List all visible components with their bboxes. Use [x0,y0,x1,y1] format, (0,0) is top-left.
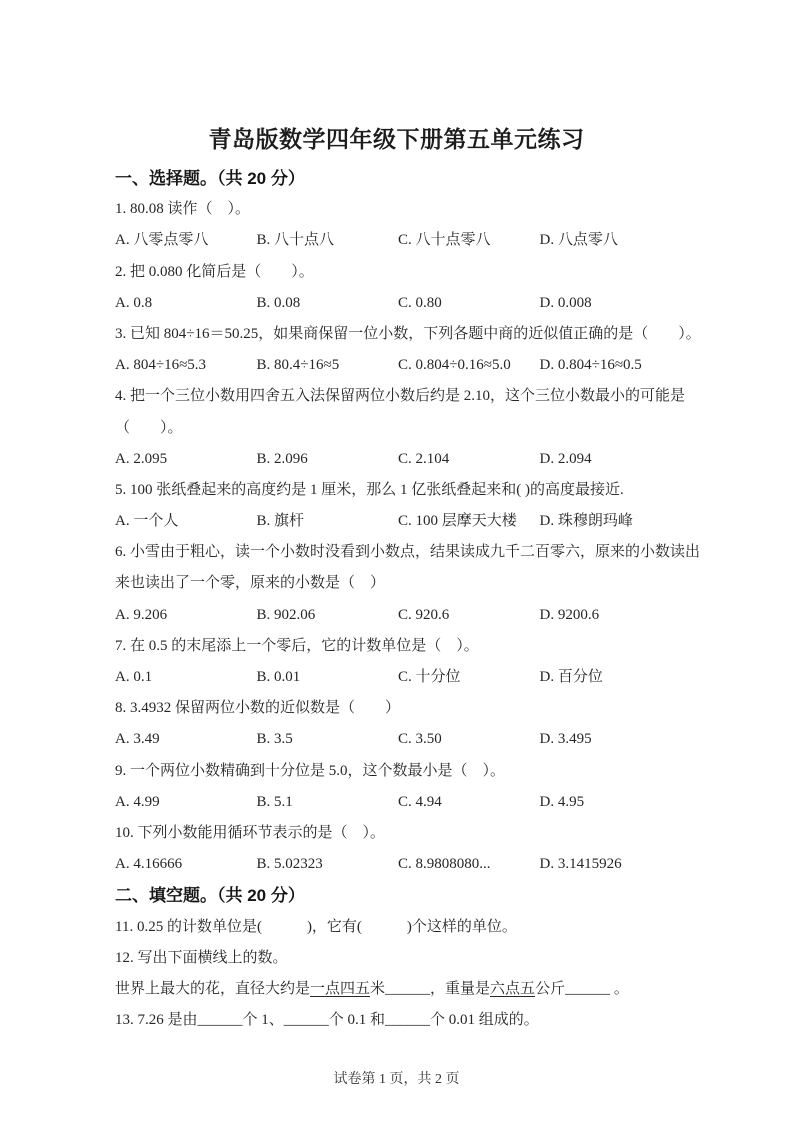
question-12-underlined-reading-1: 一点四五 [310,980,371,997]
question-3-option-d: D. 0.804÷16≈0.5 [539,357,642,374]
question-9-option-a: A. 4.99 [115,793,160,810]
question-10-text: 10. 下列小数能用循环节表示的是（ ）。 [115,824,386,841]
question-12-segment: 公斤______ 。 [535,980,629,997]
page-title: 青岛版数学四年级下册第五单元练习 [208,126,585,152]
question-4-text-line-2: （ ）。 [115,419,183,436]
question-3-option-a: A. 804÷16≈5.3 [115,357,207,374]
question-12-segment: 世界上最大的花，直径大约是 [115,980,311,997]
question-12-text: 12. 写出下面横线上的数。 [115,949,288,966]
question-8-option-a: A. 3.49 [115,731,160,748]
question-6-text-line-1: 6. 小雪由于粗心，读一个小数时没看到小数点，结果读成九千二百零六，原来的小数读出 [115,544,701,561]
question-3-option-b: B. 80.4÷16≈5 [256,357,340,374]
question-7-text: 7. 在 0.5 的末尾添上一个零后，它的计数单位是（ ）。 [115,637,479,654]
question-9-option-c: C. 4.94 [398,793,442,810]
question-5-text: 5. 100 张纸叠起来的高度约是 1 厘米，那么 1 亿张纸叠起来和( )的高度最接近. [115,481,624,498]
question-7-options-row [115,662,681,693]
question-3-options-row [115,350,681,381]
question-7-option-c: C. 十分位 [398,669,461,685]
question-1-option-a: A. 八零点零八 [115,232,209,249]
question-2-option-a: A. 0.8 [115,294,153,311]
question-4-option-d: D. 2.094 [539,450,592,467]
question-1-option-d: D. 八点零八 [539,232,618,249]
question-10-options-row [115,849,681,880]
section-2-heading: 二、填空题。（共 20 分） [115,886,305,906]
question-5-option-b: B. 旗杆 [256,513,305,530]
question-1-options-row [115,225,681,256]
question-10-option-a: A. 4.16666 [115,856,183,873]
question-1-text: 1. 80.08 读作（ ）。 [115,201,251,218]
question-4-option-a: A. 2.095 [115,450,168,467]
question-8-option-d: D. 3.495 [539,731,592,748]
question-1-option-b: B. 八十点八 [256,232,335,249]
question-2-text: 2. 把 0.080 化简后是（ ）。 [115,263,314,280]
question-8-option-b: B. 3.5 [256,731,293,748]
question-12-segment: 米______，重量是 [370,980,491,997]
question-2-option-b: B. 0.08 [256,294,301,311]
question-6-text-line-2: 来也读出了一个零，原来的小数是（ ） [115,575,386,592]
question-5-option-a: A. 一个人 [115,513,179,530]
question-6-option-d: D. 9200.6 [539,606,600,623]
question-9-options-row [115,787,681,818]
question-2-option-c: C. 0.80 [398,294,442,311]
question-4-option-c: C. 2.104 [398,450,450,467]
question-8-options-row [115,724,681,755]
question-5-option-d: D. 珠穆朗玛峰 [539,513,633,530]
question-9-option-d: D. 4.95 [539,793,585,810]
exam-body [115,163,701,1036]
question-10-option-d: D. 3.1415926 [539,856,622,873]
question-8-option-c: C. 3.50 [398,731,442,748]
question-3-text: 3. 已知 804÷16＝50.25，如果商保留一位小数，下列各题中商的近似值正确的是（ ）。 [115,325,701,342]
question-10-option-c: C. 8.9808080... [398,856,491,873]
question-9-text: 9. 一个两位小数精确到十分位是 5.0，这个数最小是（ ）。 [115,762,506,779]
question-3-option-c: C. 0.804÷0.16≈5.0 [398,357,511,374]
question-6-option-b: B. 902.06 [256,606,316,623]
section-1-heading: 一、选择题。（共 20 分） [115,169,305,188]
question-13-text: 13. 7.26 是由______个 1、______个 0.1 和______个 0.01 组成的。 [115,1012,539,1029]
question-4-text-line-1: 4. 把一个三位小数用四舍五入法保留两位小数后约是 2.10，这个三位小数最小的可能是 [115,388,686,405]
question-12-sentence [115,974,681,1005]
question-7-option-b: B. 0.01 [256,669,301,685]
question-8-text: 8. 3.4932 保留两位小数的近似数是（ ） [115,700,401,717]
question-6-option-c: C. 920.6 [398,606,450,623]
question-2-option-d: D. 0.008 [539,294,592,311]
question-5-option-c: C. 100 层摩天大楼 [398,513,517,530]
question-2-options-row [115,288,681,319]
question-5-options-row [115,506,681,537]
question-4-option-b: B. 2.096 [256,450,308,467]
question-9-option-b: B. 5.1 [256,793,293,810]
question-7-option-d: D. 百分位 [539,669,603,685]
question-10-option-b: B. 5.02323 [256,856,323,873]
page-footer: 试卷第 1 页，共 2 页 [333,1072,460,1087]
question-1-option-c: C. 八十点零八 [398,232,491,249]
question-7-option-a: A. 0.1 [115,669,153,685]
question-11-text: 11. 0.25 的计数单位是( )，它有( )个这样的单位。 [115,918,517,935]
question-6-options-row [115,600,681,631]
question-12-underlined-reading-2: 六点五 [490,980,536,997]
question-6-option-a: A. 9.206 [115,606,168,623]
question-4-options-row [115,444,681,475]
